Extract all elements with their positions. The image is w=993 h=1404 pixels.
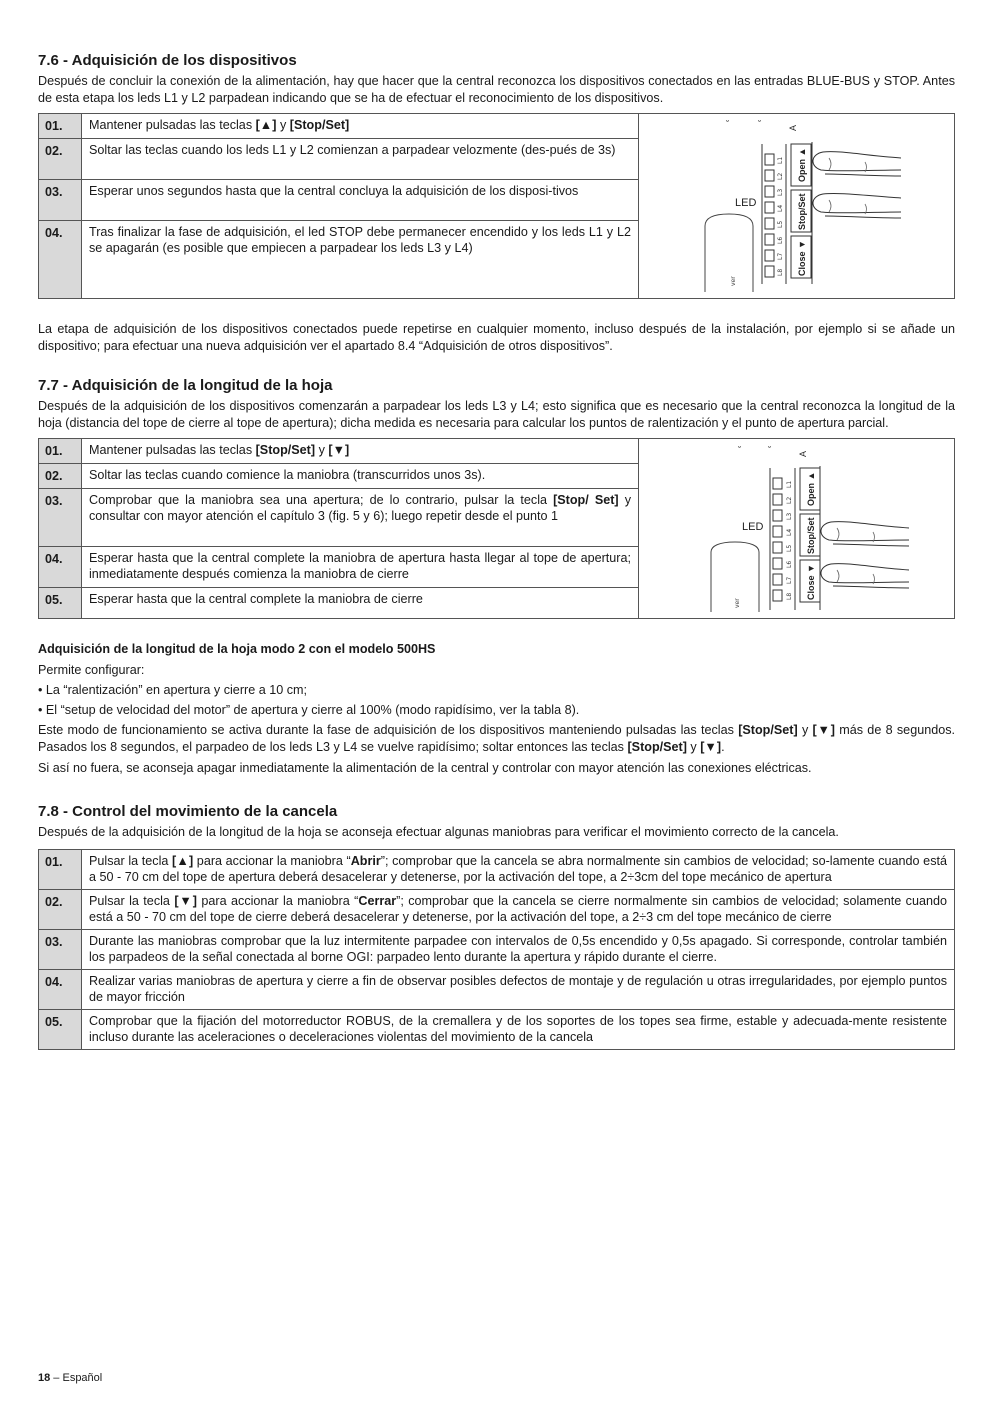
led-label: L5	[786, 544, 793, 552]
mode2-section	[38, 641, 955, 777]
step-number: 01.	[39, 439, 82, 464]
table-row	[39, 890, 955, 930]
table-row	[39, 970, 955, 1010]
key-label: [▲]	[172, 854, 194, 868]
key-label: [Stop/ Set]	[553, 493, 619, 507]
led-label: L7	[786, 576, 793, 584]
step-text: Pulsar la tecla	[89, 854, 173, 868]
page-number: 18	[38, 1372, 51, 1384]
section-7-6-title: 7.6 - Adquisición de los dispositivos	[38, 52, 297, 69]
led-label: L1	[786, 480, 793, 488]
step-number: 04.	[39, 221, 82, 299]
footer-language: – Español	[50, 1372, 103, 1384]
table-row	[39, 850, 955, 890]
key-label: [▲]	[255, 118, 277, 132]
step-number: 02.	[39, 139, 82, 180]
step-text: Durante las maniobras comprobar que la luz intermitente parpadee con intervalos de 0,5s encendido y 0,5s apagado. Si corresponde, controlar también los parpadeos de la señal conectada al borne OGI: parpadeo lento durante la apertura y rápido durante el cierre.	[82, 930, 955, 970]
close-button-label: Close ▼	[806, 563, 816, 600]
table-row	[39, 439, 955, 464]
key-label: [▼]	[700, 740, 722, 754]
step-number: 04.	[39, 547, 82, 588]
steps-table-7-7	[38, 438, 955, 619]
maneuver-label: Cerrar	[358, 894, 397, 908]
step-number: 02.	[39, 890, 82, 930]
text-run: .	[721, 740, 725, 754]
led-label-text: LED	[742, 520, 764, 533]
svg-text:˘: ˘	[757, 120, 762, 131]
open-button-label: Open ▲	[797, 147, 807, 182]
step-text: y consultar con mayor atención el capítulo 3 (fig. 5 y 6); luego repetir desde el punto 1	[89, 493, 632, 523]
led-label: L7	[777, 252, 784, 260]
step-text: Esperar hasta que la central complete la maniobra de apertura hasta llegar al tope de apertura; inmediatamente después comienza la maniobra de cierre	[82, 547, 639, 588]
top-label-a: A	[788, 124, 798, 131]
led-label: L4	[777, 204, 784, 212]
key-label: [Stop/Set]	[738, 723, 798, 737]
table-row	[39, 114, 955, 139]
step-number: 02.	[39, 464, 82, 489]
section-7-6-after: La etapa de adquisición de los dispositivos conectados puede repetirse en cualquier momento, incluso después de la instalación, por ejemplo si se añade un dispositivo; para efectuar una nueva adquisición ver el apartado 8.4 “Adquisición de otros dispositivos”.	[38, 322, 955, 353]
led-label: L1	[777, 156, 784, 164]
section-7-6-intro: Después de concluir la conexión de la alimentación, hay que hacer que la central reconozca los dispositivos conectados en las entradas BLUE-BUS y STOP. Antes de esta etapa los leds L1 y L2 parpadean indicando que se ha de efectuar el reconocimiento de los dispositivos.	[38, 74, 955, 105]
mode2-paragraph-2: Si así no fuera, se aconseja apagar inmediatamente la alimentación de la central y controlar con mayor atención las conexiones eléctricas.	[38, 761, 812, 775]
step-text: Tras finalizar la fase de adquisición, el led STOP debe permanecer encendido y los leds L1 y L2 se apagarán (es posible que empiecen a parpadear los leds L3 y L4)	[82, 221, 639, 299]
step-text: para accionar la maniobra “	[197, 894, 359, 908]
maneuver-label: Abrir	[350, 854, 381, 868]
list-item: • El “setup de velocidad del motor” de apertura y cierre al 100% (modo rapidísimo, ver la tabla 8).	[38, 703, 580, 717]
step-text: Soltar las teclas cuando los leds L1 y L2 comienzan a parpadear velozmente (des-pués de 3s)	[82, 139, 639, 180]
section-7-8	[38, 803, 955, 1050]
mode2-bullets	[38, 682, 955, 719]
section-7-7-intro: Después de la adquisición de los dispositivos comenzarán a parpadear los leds L3 y L4; esto significa que es necesario que la central reconozca la longitud de la hoja (distancia del tope de cierre al tope de apertura); dicha medida es necesaria para calcular los puntos de ralentización y el punto de apertura parcial.	[38, 399, 955, 430]
step-number: 03.	[39, 180, 82, 221]
top-label-a: A	[798, 450, 808, 457]
step-text: Pulsar la tecla	[89, 894, 175, 908]
section-7-8-title: 7.8 - Control del movimiento de la cancela	[38, 803, 338, 820]
section-7-7	[38, 377, 955, 619]
key-label: [Stop/Set]	[627, 740, 687, 754]
control-panel-figure-1	[639, 114, 955, 299]
led-label: L3	[777, 188, 784, 196]
step-text: Realizar varias maniobras de apertura y cierre a fin de observar posibles defectos de montaje y de regulación u otras irregularidades, por ejemplo puntos de mayor fricción	[82, 970, 955, 1010]
mode2-title: Adquisición de la longitud de la hoja modo 2 con el modelo 500HS	[38, 642, 436, 656]
table-row	[39, 1010, 955, 1050]
table-row	[39, 930, 955, 970]
key-label: [Stop/Set]	[289, 118, 350, 132]
led-label: L3	[786, 512, 793, 520]
led-label: L6	[777, 236, 784, 244]
step-text: Mantener pulsadas las teclas	[89, 118, 256, 132]
led-label: L8	[777, 268, 784, 276]
page-footer	[38, 1372, 102, 1384]
key-label: [▼]	[174, 894, 197, 908]
steps-table-7-6	[38, 113, 955, 299]
step-text: ”; comprobar que la cancela se abra normalmente sin cambios de velocidad; so-lamente cuando está a 50 - 70 cm del tope de apertura deberá desacelerar y detenerse, por la activación del tope, a 2÷3cm del tope mecánico de apertura	[89, 854, 947, 884]
step-text: Esperar hasta que la central complete la maniobra de cierre	[82, 588, 639, 619]
step-text: y	[276, 118, 290, 132]
step-number: 03.	[39, 930, 82, 970]
led-label: L8	[786, 592, 793, 600]
step-number: 01.	[39, 850, 82, 890]
led-column	[773, 478, 782, 601]
mode2-paragraph-1	[38, 722, 955, 756]
list-item: • La “ralentización” en apertura y cierre a 10 cm;	[38, 683, 308, 697]
section-7-8-intro: Después de la adquisición de la longitud de la hoja se aconseja efectuar algunas maniobras para verificar el movimiento correcto de la cancela.	[38, 825, 839, 839]
text-run: más de 8 segundos. Pasados los 8 segundos, el parpadeo de los leds L3 y L4 se vuelve rapidísimo; soltar entonces las teclas	[38, 723, 956, 754]
text-run: Este modo de funcionamiento se activa durante la fase de adquisición de los dispositivos manteniendo pulsadas las teclas	[38, 723, 739, 737]
document-page	[38, 52, 955, 1064]
close-button-label: Close ▼	[797, 240, 807, 276]
step-text: Comprobar que la maniobra sea una apertura; de lo contrario, pulsar la tecla	[89, 493, 554, 507]
svg-text:˘: ˘	[737, 445, 742, 457]
section-7-6	[38, 52, 955, 299]
step-text: y	[315, 443, 329, 457]
step-text: Mantener pulsadas las teclas	[89, 443, 256, 457]
panel-diagram-open-stop	[639, 114, 954, 298]
section-7-7-title: 7.7 - Adquisición de la longitud de la hoja	[38, 377, 333, 394]
key-label: [▼]	[328, 443, 350, 457]
step-text: Comprobar que la fijación del motorreductor ROBUS, de la cremallera y de los soportes de los topes sea firme, estable y adecuada-mente resistente incluso durante las aceleraciones o deceleraciones violentas del movimiento de la cancela	[82, 1010, 955, 1050]
led-label: L5	[777, 220, 784, 228]
led-label: L2	[786, 496, 793, 504]
step-number: 01.	[39, 114, 82, 139]
step-number: 05.	[39, 588, 82, 619]
step-number: 05.	[39, 1010, 82, 1050]
led-label: L4	[786, 528, 793, 536]
step-text: Esperar unos segundos hasta que la central concluya la adquisición de los disposi-tivos	[82, 180, 639, 221]
control-panel-figure-2	[639, 439, 955, 619]
panel-diagram-stop-close	[639, 440, 954, 618]
led-column	[765, 154, 774, 277]
step-text: Soltar las teclas cuando comience la maniobra (transcurridos unos 3s).	[82, 464, 639, 489]
mode2-permite: Permite configurar:	[38, 663, 145, 677]
open-button-label: Open ▲	[806, 471, 816, 506]
step-text: para accionar la maniobra “	[193, 854, 351, 868]
key-label: [Stop/Set]	[255, 443, 316, 457]
small-label: ver	[734, 597, 741, 608]
step-text: ”; comprobar que la cancela se cierre normalmente sin cambios de velocidad; solamente cuando está a 50 - 70 cm del tope de cierre deberá desacelerar y detenerse, por la activación del tope, a 2÷3 cm del tope mecánico de cierre	[89, 894, 947, 924]
svg-text:˘: ˘	[725, 120, 730, 131]
key-label: [▼]	[812, 723, 835, 737]
step-number: 03.	[39, 489, 82, 547]
step-number: 04.	[39, 970, 82, 1010]
stop-set-button-label: Stop/Set	[806, 516, 816, 554]
text-run: y	[797, 723, 813, 737]
svg-text:˘: ˘	[767, 445, 772, 457]
steps-table-7-8	[38, 849, 955, 1050]
led-label: L6	[786, 560, 793, 568]
led-label-text: LED	[735, 197, 757, 209]
stop-set-button-label: Stop/Set	[797, 193, 807, 230]
small-label: ver	[730, 276, 737, 286]
led-label: L2	[777, 172, 784, 180]
text-run: y	[686, 740, 701, 754]
